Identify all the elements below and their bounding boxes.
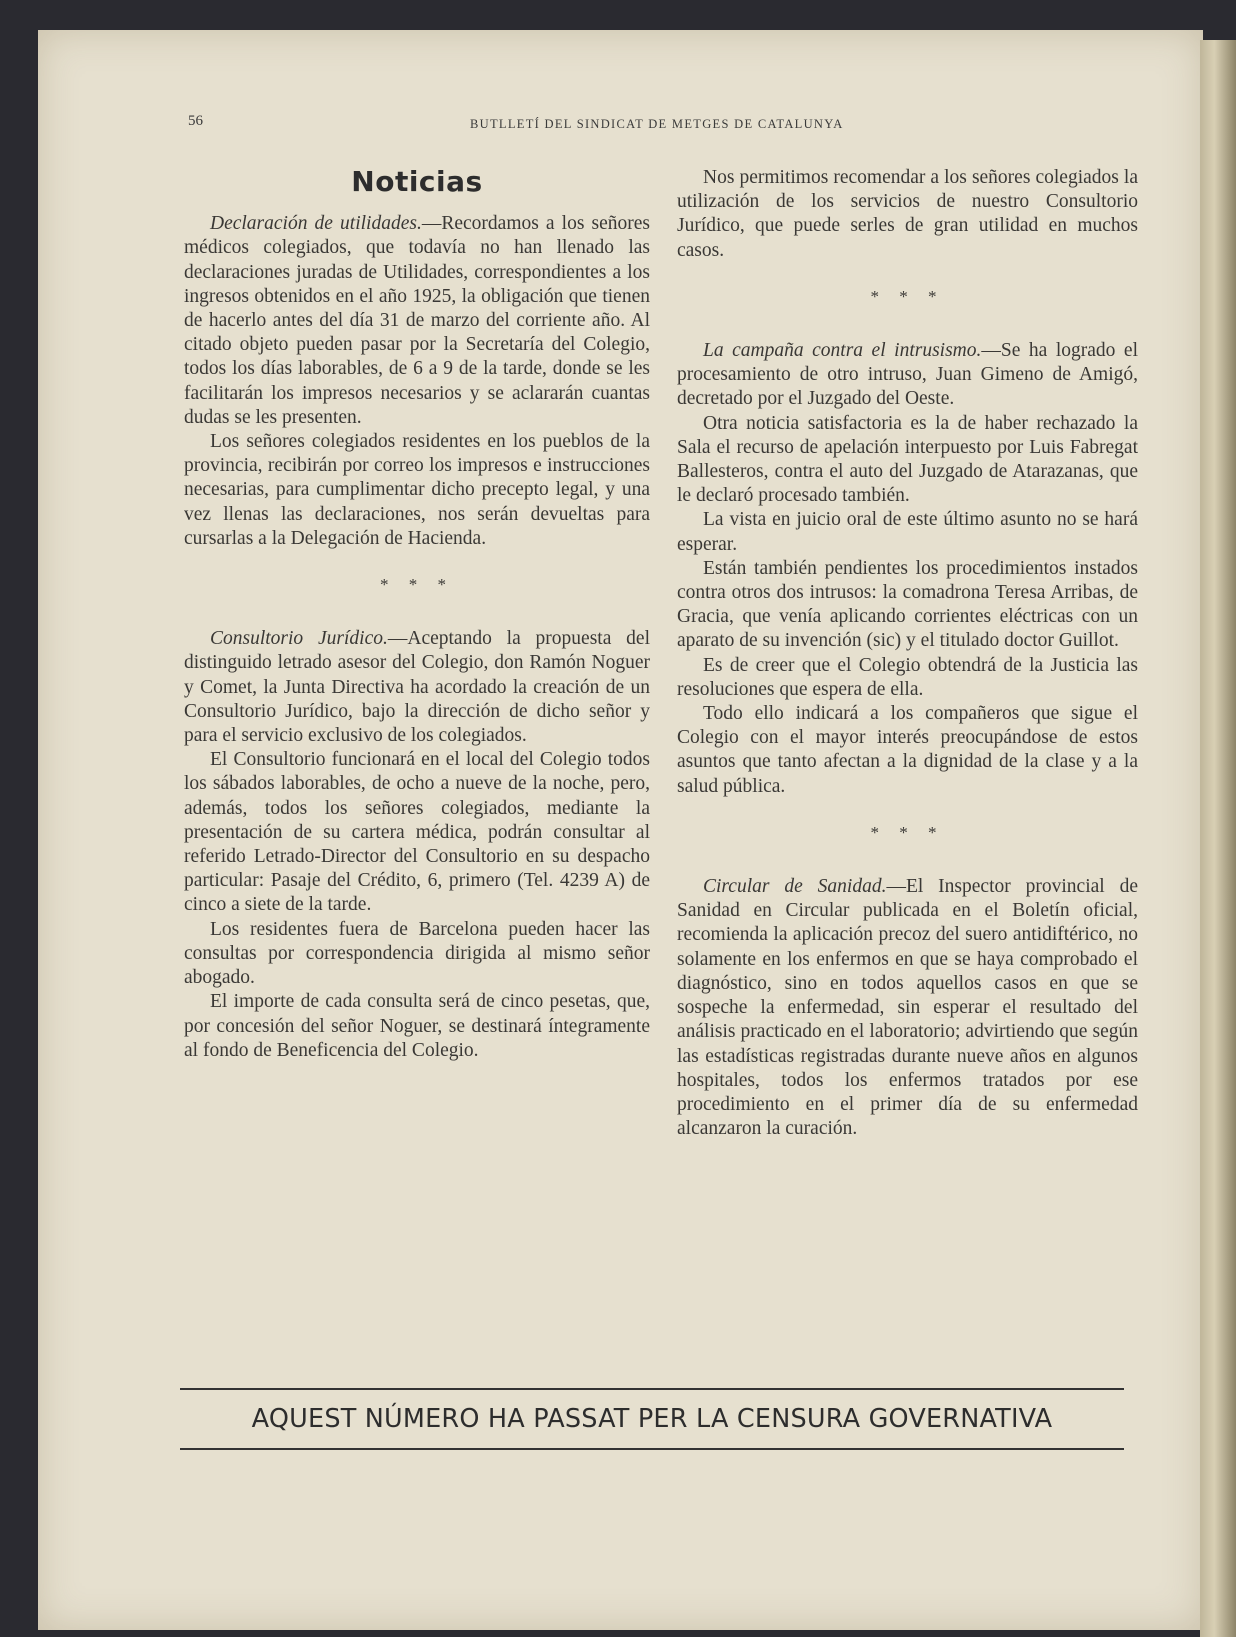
section-lead: Consultorio Jurídico. (210, 628, 388, 650)
section-lead: Declaración de utilidades. (210, 213, 422, 235)
censorship-banner: AQUEST NÚMERO HA PASSAT PER LA CENSURA GOVERNATIVA (180, 1388, 1124, 1450)
paragraph: Están también pendientes los procedimientos instados contra otros dos intrusos: la comadrona Teresa Arribas, de Gracia, que venía aplicando corrientes eléctricas con un aparato de su invención (sic) y el titulado doctor Guillot. (677, 557, 1138, 652)
paragraph: El importe de cada consulta será de cinco pesetas, que, por concesión del señor Noguer, se destinará íntegramente al fondo de Beneficencia del Colegio. (184, 991, 650, 1061)
paragraph (677, 875, 1138, 1141)
paragraph: Es de creer que el Colegio obtendrá de la Justicia las resoluciones que espera de ella. (677, 654, 1138, 700)
running-title: BUTLLETÍ DEL SINDICAT DE METGES DE CATALUNYA (470, 117, 844, 131)
section-separator: * * * (380, 575, 454, 595)
paragraph-text: —El Inspector provincial de Sanidad en Circular publicada en el Boletín oficial, recomienda la aplicación precoz del suero antidiftérico, no solamente en los enfermos en que se haya comprobado el diagnóstico, sino en todos aquellos casos en que se sospeche la enfermedad, sin esperar el resultado del análisis practicado en el laboratorio; advirtiendo que según las estadísticas registradas durante nueve años en algunos hospitales, todos los enfermos tratados por ese procedimiento en el primer día de su enfermedad alcanzaron la curación. (677, 876, 1138, 1140)
paragraph (184, 627, 650, 748)
article-title: Noticias (351, 165, 483, 198)
section-separator: * * * (870, 822, 945, 842)
paragraph-text: —Recordamos a los señores médicos colegiados, que todavía no han llenado las declaraciones juradas de Utilidades, correspondientes a los ingresos obtenidos en el año 1925, la obligación que tienen de hacerlo antes del día 31 de marzo del corriente año. Al citado objeto pueden pasar por la Secretaría del Colegio, todos los días laborables, de 6 a 9 de la tarde, donde se les facilitarán los impresos necesarios y se aclararán cuantas dudas se les presenten. (184, 213, 650, 428)
section-separator: * * * (870, 286, 945, 306)
paragraph: Todo ello indicará a los compañeros que sigue el Colegio con el mayor interés preocupándose de estos asuntos que tanto afectan a la dignidad de la clase y a la salud pública. (677, 703, 1138, 797)
right-column (677, 166, 1138, 1141)
section-lead: Circular de Sanidad. (703, 876, 887, 898)
paragraph-text: —Aceptando la propuesta del distinguido letrado asesor del Colegio, don Ramón Noguer y Comet, la Junta Directiva ha acordado la creación de un Consultorio Jurídico, bajo la dirección de dicho señor y para el servicio exclusivo de los colegiados. (184, 628, 651, 747)
paragraph: El Consultorio funcionará en el local del Colegio todos los sábados laborables, de ocho a nueve de la noche, pero, además, todos los señores colegiados, mediante la presentación de su cartera médica, podrán consultar al referido Letrado-Director del Consultorio en su despacho particular: Pasaje del Crédito, 6, primero (Tel. 4239 A) de cinco a siete de la tarde. (184, 749, 650, 916)
paragraph (184, 212, 650, 430)
paragraph: Nos permitimos recomendar a los señores colegiados la utilización de los servicios de nuestro Consultorio Jurídico, que puede serles de gran utilidad en muchos casos. (677, 167, 1138, 261)
page-edge (1200, 40, 1236, 1637)
paragraph-text: —Se ha logrado el procesamiento de otro intruso, Juan Gimeno de Amigó, decretado por el Juzgado del Oeste. (677, 340, 1139, 410)
paragraph (677, 339, 1138, 412)
paragraph: La vista en juicio oral de este último asunto no se hará esperar. (677, 509, 1138, 555)
page-header (188, 113, 878, 133)
left-column (184, 166, 650, 1063)
page-number: 56 (188, 113, 203, 129)
paragraph: Los residentes fuera de Barcelona pueden hacer las consultas por correspondencia dirigida al mismo señor abogado. (184, 918, 650, 989)
paragraph: Otra noticia satisfactoria es la de haber rechazado la Sala el recurso de apelación interpuesto por Luis Fabregat Ballesteros, contra el auto del Juzgado de Atarazanas, que le declaró procesado también. (677, 412, 1138, 507)
section-lead: La campaña contra el intrusismo. (703, 340, 982, 362)
paragraph: Los señores colegiados residentes en los pueblos de la provincia, recibirán por correo los impresos e instrucciones necesarias, para cumplimentar dicho precepto legal, y una vez llenas las declaraciones, nos serán devueltas para cursarlas a la Delegación de Hacienda. (184, 431, 650, 549)
